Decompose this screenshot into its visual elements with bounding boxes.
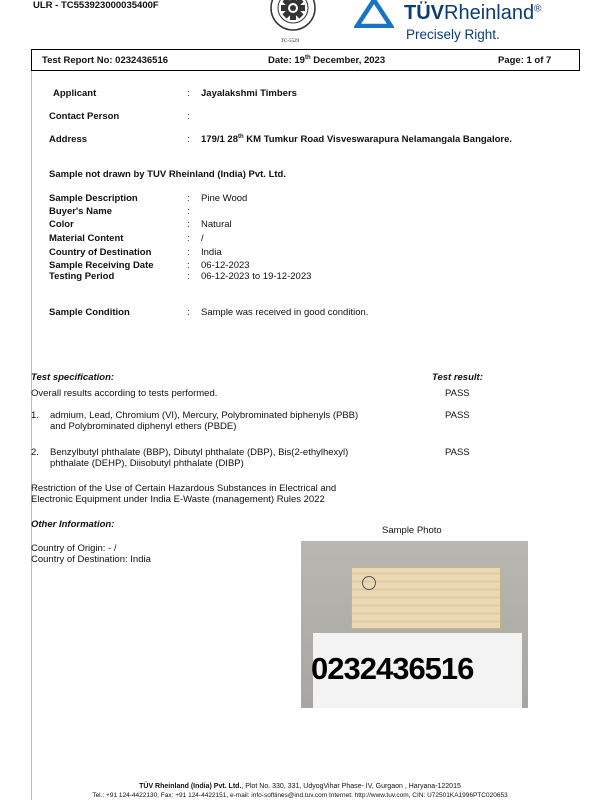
- applicant-value: Jayalakshmi Timbers: [201, 88, 297, 99]
- sample-photo-caption: Sample Photo: [382, 525, 442, 536]
- field-value-sample-description: Pine Wood: [201, 193, 248, 204]
- field-colon: :: [187, 193, 190, 204]
- field-value-material-content: /: [201, 233, 204, 244]
- field-label-buyers-name: Buyer's Name: [49, 206, 112, 217]
- test-result-heading: Test result:: [432, 372, 483, 383]
- sample-condition-label: Sample Condition: [49, 307, 130, 318]
- test-spec-heading: Test specification:: [31, 372, 115, 383]
- field-colon: :: [187, 260, 190, 271]
- other-info-heading: Other Information:: [31, 519, 115, 530]
- field-value-sample-receiving-date: 06-12-2023: [201, 260, 250, 271]
- left-margin-rule: [31, 71, 32, 800]
- field-colon: :: [187, 233, 190, 244]
- sample-note: Sample not drawn by TUV Rheinland (India) Pvt. Ltd.: [49, 169, 286, 180]
- footer-contact: Tel.: +91 124-4422130; Fax: +91 124-4422151, e-mail: info-softlines@ind.tuv.com Internet: http://www.tuv.com, CIN: U72501KA1996PTC020653: [92, 792, 508, 799]
- field-colon: :: [187, 271, 190, 282]
- address-colon: :: [187, 134, 190, 145]
- sample-number-label: 0232436516: [311, 651, 474, 686]
- test-item-result: PASS: [445, 447, 470, 458]
- applicant-colon: :: [187, 88, 190, 99]
- test-item-number: 1.: [31, 410, 39, 421]
- sample-condition-value: Sample was received in good condition.: [201, 307, 369, 318]
- test-item-description: Benzylbutyl phthalate (BBP), Dibutyl phthalate (DBP), Bis(2-ethylhexyl) phthalate (DEHP), Diisobutyl phthalate (DIBP): [50, 447, 349, 469]
- sample-condition-colon: :: [187, 307, 190, 318]
- seal-code: TC-5529: [281, 39, 300, 44]
- country-of-destination: Country of Destination: India: [31, 554, 151, 565]
- wood-sample: [351, 567, 501, 629]
- page-number: Page: 1 of 7: [498, 55, 552, 66]
- field-label-color: Color: [49, 219, 74, 230]
- field-label-testing-period: Testing Period: [49, 271, 115, 282]
- field-value-testing-period: 06-12-2023 to 19-12-2023: [201, 271, 312, 282]
- field-colon: :: [187, 206, 190, 217]
- field-label-sample-description: Sample Description: [49, 193, 138, 204]
- test-item-result: PASS: [445, 410, 470, 421]
- brand-tagline: Precisely Right.: [406, 27, 500, 42]
- field-colon: :: [187, 247, 190, 258]
- ulr-number: ULR - TC553923000035400F: [33, 0, 159, 11]
- field-value-country-of-destination: India: [201, 247, 222, 258]
- overall-result-value: PASS: [445, 388, 470, 399]
- address-value: 179/1 28th KM Tumkur Road Visveswarapura Nelamangala Bangalore.: [201, 134, 513, 146]
- field-label-country-of-destination: Country of Destination: [49, 247, 152, 258]
- test-item-description: admium, Lead, Chromium (VI), Mercury, Polybrominated biphenyls (PBB) and Polybrominated diphenyl ethers (PBDE): [50, 410, 359, 432]
- test-item-number: 2.: [31, 447, 39, 458]
- field-value-color: Natural: [201, 219, 232, 230]
- contact-colon: :: [187, 111, 190, 122]
- field-label-sample-receiving-date: Sample Receiving Date: [49, 260, 154, 271]
- report-header-box: [31, 49, 580, 71]
- restriction-text: Restriction of the Use of Certain Hazardous Substances in Electrical and Electronic Equipment under India E-Waste (management) Rules 2022: [31, 483, 337, 505]
- report-date: Date: 19th December, 2023: [268, 55, 386, 67]
- overall-results-text: Overall results according to tests performed.: [31, 388, 218, 399]
- address-label: Address: [49, 134, 88, 145]
- country-of-origin: Country of Origin: - /: [31, 543, 117, 554]
- field-label-material-content: Material Content: [49, 233, 124, 244]
- footer-company: TÜV Rheinland (India) Pvt. Ltd., Plot No. 330, 331, UdyogVihar Phase- IV, Gurgaon , Haryana-122015: [139, 783, 461, 790]
- brand-name: TÜVRheinland®: [404, 2, 542, 24]
- tuv-triangle-logo: [354, 0, 394, 28]
- applicant-label: Applicant: [53, 88, 97, 99]
- contact-label: Contact Person: [49, 111, 120, 122]
- sample-photo: [301, 541, 528, 708]
- report-number: Test Report No: 0232436516: [42, 55, 169, 66]
- field-colon: :: [187, 219, 190, 230]
